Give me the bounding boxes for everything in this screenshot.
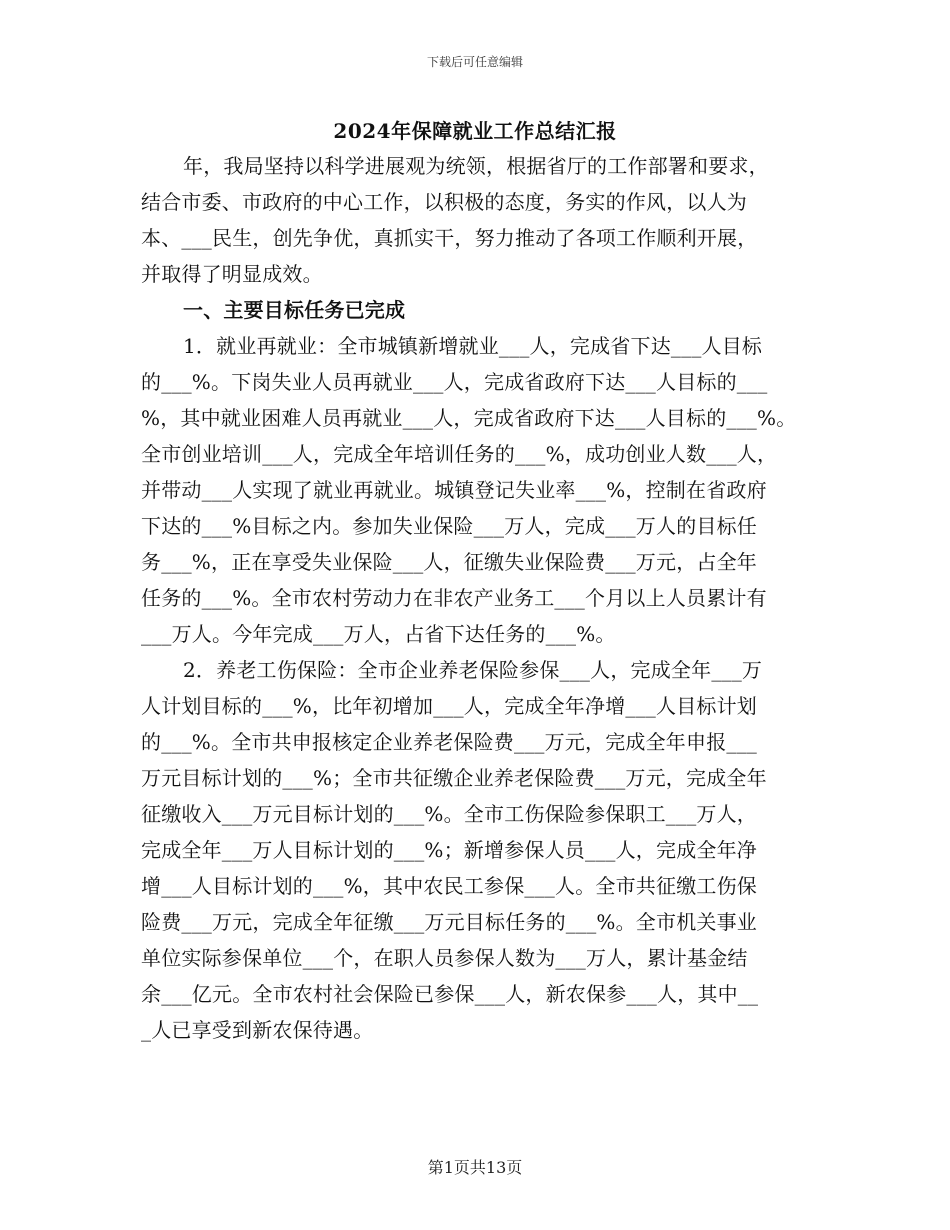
body-line: 年，我局坚持以科学进展观为统领，根据省厅的工作部署和要求，	[183, 154, 769, 178]
body-line: 人计划目标的___%，比年初增加___人，完成全年净增___人目标计划	[141, 694, 758, 718]
body-line: 下达的___%目标之内。参加失业保险___万人，完成___万人的目标任	[141, 514, 758, 538]
body-line: 万元目标计划的___%；全市共征缴企业养老保险费___万元，完成全年	[141, 766, 767, 790]
body-line: 全市创业培训___人，完成全年培训任务的___%，成功创业人数___人，	[141, 442, 778, 466]
page-number: 第1页共13页	[427, 1158, 523, 1177]
body-line: 增___人目标计划的___%，其中农民工参保___人。全市共征缴工伤保	[141, 874, 758, 898]
body-line: 并取得了明显成效。	[141, 262, 323, 286]
body-line: 单位实际参保单位___个，在职人员参保人数为___万人，累计基金结	[141, 946, 748, 970]
body-line: _人已享受到新农保待遇。	[141, 1018, 374, 1042]
body-line: 本、___民生，创先争优，真抓实干，努力推动了各项工作顺利开展，	[141, 226, 758, 250]
body-line: ___万人。今年完成___万人，占省下达任务的___%。	[141, 622, 616, 646]
body-line: 完成全年___万人目标计划的___%；新增参保人员___人，完成全年净	[141, 838, 758, 862]
header-note: 下载后可任意编辑	[426, 55, 523, 69]
body-line: 2．养老工伤保险：全市企业养老保险参保___人，完成全年___万	[183, 658, 763, 682]
body-line: 征缴收入___万元目标计划的___%。全市工伤保险参保职工___万人，	[141, 802, 758, 826]
body-line: 并带动___人实现了就业再就业。城镇登记失业率___%，控制在省政府	[141, 478, 767, 502]
body-line: 余___亿元。全市农村社会保险已参保___人，新农保参___人，其中__	[141, 982, 759, 1006]
body-line: 险费___万元，完成全年征缴___万元目标任务的___%。全市机关事业	[141, 910, 758, 934]
document-body	[141, 148, 821, 1048]
body-line: 务___%，正在享受失业保险___人，征缴失业保险费___万元，占全年	[141, 550, 758, 574]
body-line: 的___%。全市共申报核定企业养老保险费___万元，完成全年申报___	[141, 730, 758, 754]
section-heading: 一、主要目标任务已完成	[183, 298, 406, 322]
body-line: 1．就业再就业：全市城镇新增就业___人，完成省下达___人目标	[183, 334, 763, 358]
body-line: 的___%。下岗失业人员再就业___人，完成省政府下达___人目标的___	[141, 370, 768, 394]
body-line: 任务的___%。全市农村劳动力在非农产业务工___个月以上人员累计有	[141, 586, 767, 610]
body-line: 结合市委、市政府的中心工作，以积极的态度，务实的作风，以人为	[141, 190, 747, 214]
body-line: %，其中就业困难人员再就业___人，完成省政府下达___人目标的___%。	[141, 406, 797, 430]
document-title: 2024年保障就业工作总结汇报	[333, 119, 617, 143]
